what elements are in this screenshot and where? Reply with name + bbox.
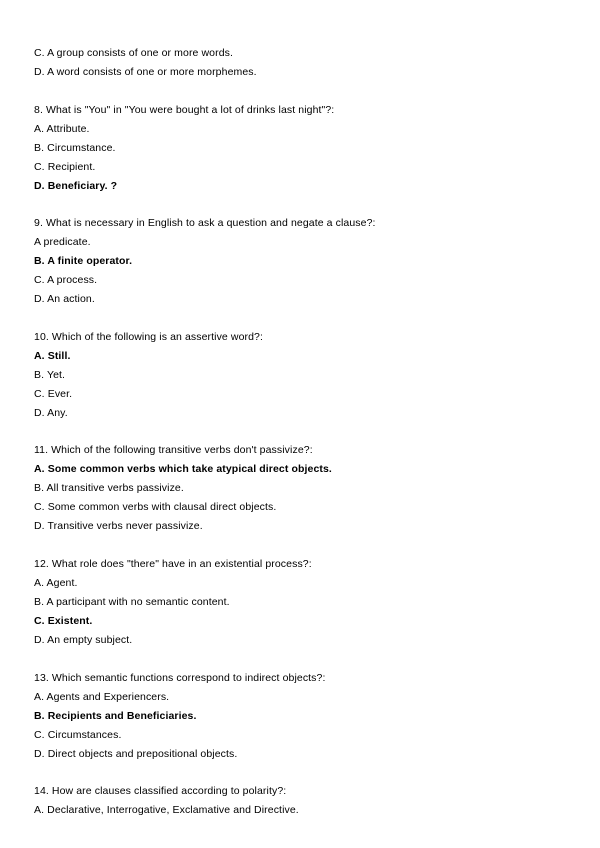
answer-option: C. Some common verbs with clausal direct objects. [34,501,277,514]
answer-option: B. A participant with no semantic content. [34,595,230,608]
answer-option: C. Ever. [34,387,73,400]
answer-option: B. All transitive verbs passivize. [34,482,184,495]
question-text: 8. What is "You" in "You were bought a lot of drinks last night"?: [34,103,335,116]
answer-option: C. A group consists of one or more words. [34,47,234,59]
correct-answer-option: B. Recipients and Beneficiaries. [34,709,197,722]
answer-option: B. Circumstance. [34,141,116,154]
question-block-8 [34,101,574,196]
answer-option: C. A process. [34,274,98,287]
question-text: 9. What is necessary in English to ask a question and negate a clause?: [34,217,376,230]
spacer [34,423,574,442]
spacer [34,309,574,328]
question-block-14 [34,782,574,820]
answer-option: D. A word consists of one or more morphemes. [34,66,257,78]
question-block-11 [34,441,574,536]
question-text: 14. How are clauses classified according to polarity?: [34,785,287,798]
answer-option: D. Any. [34,406,68,419]
question-text: 10. Which of the following is an assertive word?: [34,330,264,343]
correct-answer-option: C. Existent. [34,614,93,627]
spacer [34,196,574,215]
answer-option: B. Yet. [34,368,66,381]
answer-option: A. Attribute. [34,122,90,135]
spacer [34,764,574,783]
answer-option: A. Agent. [34,576,78,589]
question-block-12 [34,555,574,650]
question-text: 13. Which semantic functions correspond to indirect objects?: [34,671,326,684]
answer-option: C. Recipient. [34,160,96,173]
correct-answer-option: A. Some common verbs which take atypical direct objects. [34,463,332,476]
answer-option: D. Transitive verbs never passivize. [34,520,203,533]
answer-option: D. An action. [34,293,95,306]
question-block-7-continued [34,44,574,82]
correct-answer-option: A. Still. [34,349,71,362]
answer-option: D. Direct objects and prepositional objects. [34,747,238,760]
quiz-document [34,44,574,820]
correct-answer-option: D. Beneficiary. ? [34,179,118,192]
question-block-9 [34,214,574,309]
question-block-10 [34,328,574,423]
spacer [34,82,574,101]
question-text: 11. Which of the following transitive verbs don't passivize?: [34,444,313,457]
answer-option: C. Circumstances. [34,728,122,741]
question-text: 12. What role does "there" have in an existential process?: [34,557,312,570]
answer-option: D. An empty subject. [34,633,133,646]
answer-option: A predicate. [34,236,91,249]
correct-answer-option: B. A finite operator. [34,255,133,268]
spacer [34,536,574,555]
question-block-13 [34,669,574,764]
spacer [34,650,574,669]
answer-option: A. Agents and Experiencers. [34,690,170,703]
answer-option: A. Declarative, Interrogative, Exclamative and Directive. [34,804,299,817]
